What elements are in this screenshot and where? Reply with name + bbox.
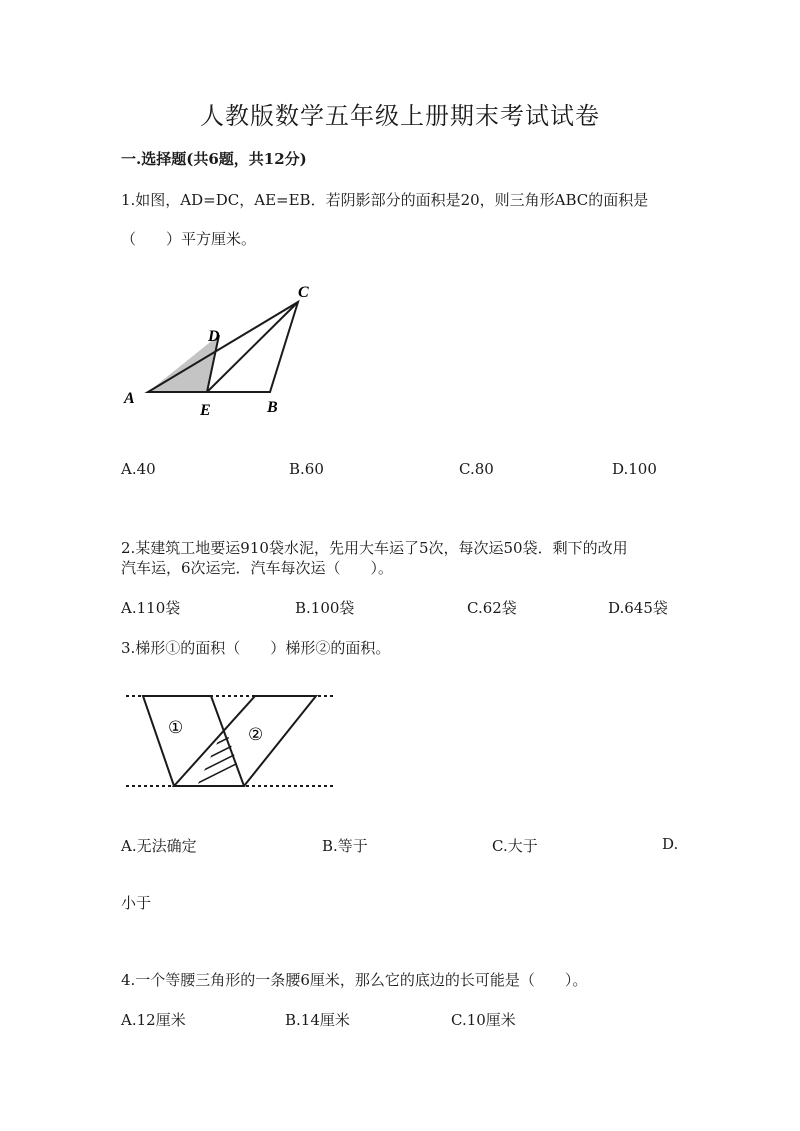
question-3-text: 3.梯形①的面积（ ）梯形②的面积。 — [121, 639, 391, 657]
label-a: A — [124, 390, 135, 407]
q3-option-a[interactable]: A.无法确定 — [121, 837, 197, 855]
page-title: 人教版数学五年级上册期末考试试卷 — [200, 102, 600, 130]
hatched-overlap — [180, 702, 260, 792]
triangle-abc-outline — [148, 302, 298, 392]
triangle-abc-figure — [115, 275, 330, 425]
question-2-text-line2: 汽车运，6次运完．汽车每次运（ ）。 — [121, 559, 394, 577]
label-b: B — [267, 399, 278, 416]
section-heading: 一.选择题(共6题，共12分) — [121, 150, 307, 168]
q3-option-d[interactable]: D. — [662, 835, 679, 853]
q1-option-c[interactable]: C.80 — [459, 460, 494, 478]
label-trapezoid-2: ② — [248, 725, 264, 745]
q2-option-a[interactable]: A.110袋 — [121, 599, 181, 617]
q1-option-d[interactable]: D.100 — [612, 460, 657, 478]
trapezoid-1 — [143, 696, 244, 786]
label-c: C — [298, 284, 309, 301]
question-4-text: 4.一个等腰三角形的一条腰6厘米，那么它的底边的长可能是（ ）。 — [121, 971, 588, 989]
q2-option-c[interactable]: C.62袋 — [467, 599, 517, 617]
q3-option-d-text[interactable]: 小于 — [121, 894, 152, 912]
trapezoid-2 — [174, 696, 316, 786]
q2-option-d[interactable]: D.645袋 — [608, 599, 668, 617]
q2-option-b[interactable]: B.100袋 — [295, 599, 355, 617]
question-1-text-line1: 1.如图，AD=DC，AE=EB．若阴影部分的面积是20，则三角形ABC的面积是 — [121, 191, 649, 209]
question-2-text-line1: 2.某建筑工地要运910袋水泥，先用大车运了5次，每次运50袋．剩下的改用 — [121, 539, 628, 557]
label-trapezoid-1: ① — [168, 718, 184, 738]
label-d: D — [208, 328, 220, 345]
question-1-text-line2: （ ）平方厘米。 — [121, 230, 257, 248]
q4-option-b[interactable]: B.14厘米 — [285, 1011, 350, 1029]
trapezoid-figure — [120, 688, 340, 793]
q3-option-c[interactable]: C.大于 — [492, 837, 538, 855]
q4-option-c[interactable]: C.10厘米 — [451, 1011, 516, 1029]
label-e: E — [200, 402, 211, 419]
q4-option-a[interactable]: A.12厘米 — [121, 1011, 186, 1029]
q1-option-a[interactable]: A.40 — [121, 460, 156, 478]
q3-option-b[interactable]: B.等于 — [322, 837, 368, 855]
q1-option-b[interactable]: B.60 — [289, 460, 324, 478]
